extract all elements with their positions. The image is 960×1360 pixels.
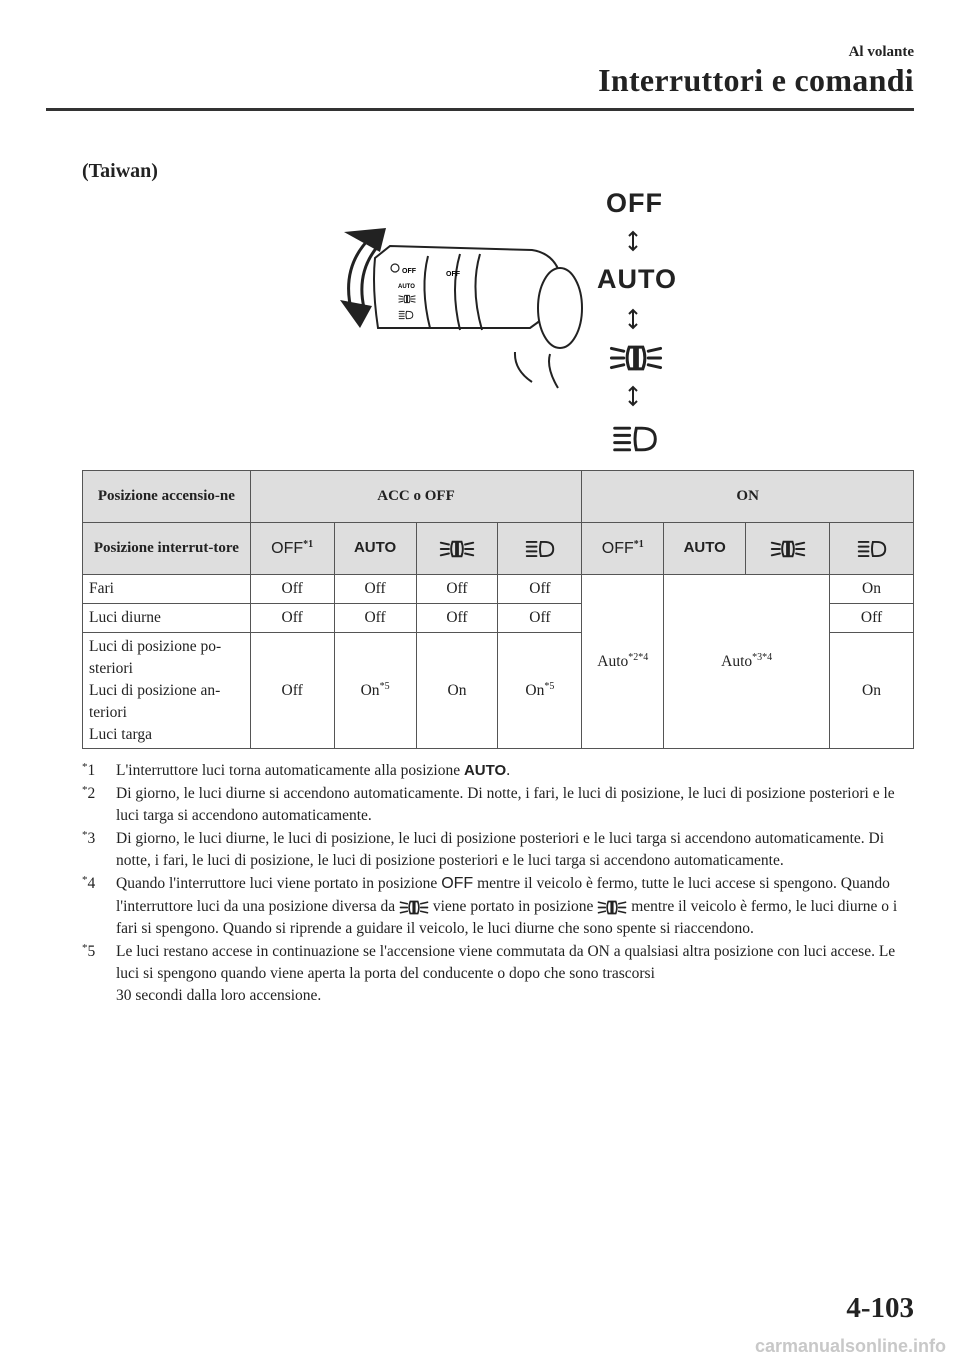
row-label: Luci di posizione po- steriori Luci di posizione an- teriori Luci targa [83,633,251,749]
switch-parking-cell [498,523,582,575]
footnotes [82,760,916,1008]
arrow-up-down-icon [626,308,640,330]
light-status-table [82,470,914,749]
headlight-low-beam-icon [439,539,475,559]
footnote-1: *1 L'interruttore luci torna automaticamente alla posizione AUTO. [82,761,511,779]
table-cell: Off [334,575,416,604]
row-label: Fari [83,575,251,604]
arrow-up-down-icon [626,385,640,407]
stalk-label-off-1: OFF [402,268,416,275]
table-cell: Off [498,604,582,633]
page-title: Interruttori e comandi [598,62,914,98]
off-symbol: OFF [441,875,474,892]
header-switch-position: Posizione interrut-tore [83,523,251,575]
switch-auto-cell: AUTO [664,523,746,575]
section-name: Al volante [848,44,914,60]
auto-symbol: AUTO [463,762,507,779]
headlight-low-beam-icon [608,343,664,373]
header-ignition-position: Posizione accensio-ne [83,471,251,523]
header-rule [46,108,914,111]
table-cell: Off [250,575,334,604]
table-cell: Off [334,604,416,633]
footnote-3: *3 Di giorno, le luci diurne, le luci di posizione, le luci di posizione posteriori e le luci targa si accendono automaticamente. Di notte, i fari, le luci di posizione, le luci di posizione posteriori e le luci targa si accendono automaticamente. [82,829,885,869]
stalk-label-off-2: OFF [446,271,460,278]
header-acc-off: ACC o OFF [250,471,582,523]
table-cell: On [830,575,914,604]
light-switch-stalk-illustration [300,188,680,458]
table-row [83,575,914,604]
parking-light-icon [857,539,887,559]
table-cell: On [830,633,914,749]
watermark: carmanualsonline.info [754,1336,946,1356]
switch-lowbeam-cell [416,523,498,575]
headlight-low-beam-icon [597,899,627,916]
footnote-2: *2 Di giorno, le luci diurne si accendono automaticamente. Di notte, i fari, le luci di posizione, le luci di posizione posteriori e le luci targa si accendono automaticamente. [82,784,895,824]
headlight-low-beam-icon [770,539,806,559]
footnote-5: *5 Le luci restano accese in continuazione se l'accensione viene commutata da ON a qualsiasi altra posizione con luci accese. Le luci si spengono quando viene aperta la porta del conducente o dopo che sono trascorsi 30 secondi dalla loro accensione. [82,941,896,1004]
position-off-label: OFF [606,188,663,218]
table-cell-auto: Auto$^{*2*4}$ [582,575,664,749]
parking-light-icon [612,424,658,454]
table-cell: Off [830,604,914,633]
switch-parking-cell [830,523,914,575]
row-label: Luci diurne [83,604,251,633]
table-cell: Off [416,575,498,604]
footnote-4: *4 Quando l'interruttore luci viene portato in posizione OFF mentre il veicolo è fermo, tutte le luci accese si spengono. Quando l'interruttore luci da una posizione diversa da viene portato in posizione mentre il veicolo è fermo, le luci diurne o i fari si spengono. Quando si riprende a guidare il veicolo, le luci diurne che sono spente si riaccendono. [82,874,898,937]
position-auto-label: AUTO [597,264,678,294]
header-on: ON [582,471,914,523]
page-number: 4-103 [846,1292,914,1324]
table-cell: Off [250,604,334,633]
stalk-label-auto: AUTO [398,284,415,290]
arrow-up-down-icon [626,230,640,252]
table-cell: On$^{*5}$ [498,633,582,749]
region-heading: (Taiwan) [82,160,158,182]
table-cell-auto: Auto$^{*3*4}$ [664,575,830,749]
switch-lowbeam-cell [746,523,830,575]
switch-off-cell: OFF$^{*1}$ [582,523,664,575]
table-cell: Off [250,633,334,749]
headlight-low-beam-icon [399,899,429,916]
table-cell: On [416,633,498,749]
light-switch-figure [300,188,680,458]
table-cell: Off [416,604,498,633]
table-cell: Off [498,575,582,604]
table-cell: On$^{*5}$ [334,633,416,749]
parking-light-icon [525,539,555,559]
switch-auto-cell: AUTO [334,523,416,575]
switch-off-cell: OFF$^{*1}$ [250,523,334,575]
